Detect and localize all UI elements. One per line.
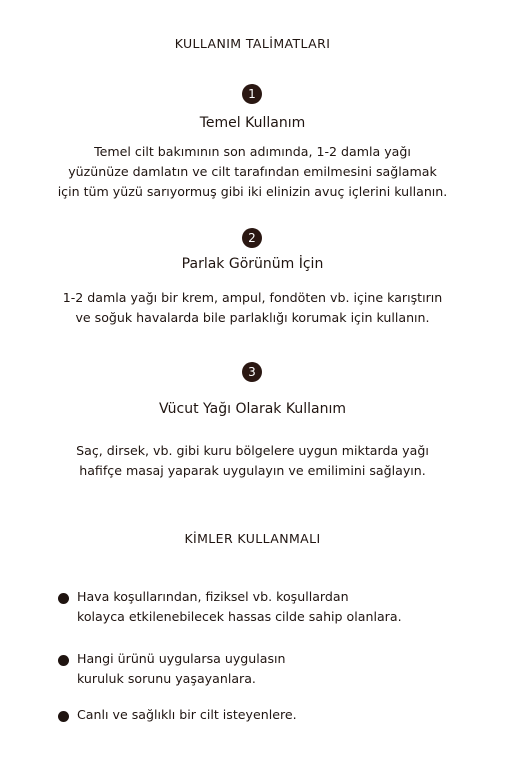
bullet-icon xyxy=(58,711,69,722)
audience-item-line: kolayca etkilenebilecek hassas cilde sahip olanlara. xyxy=(77,609,402,624)
audience-item-line: Canlı ve sağlıklı bir cilt isteyenlere. xyxy=(77,707,297,722)
step-3-line: hafifçe masaj yaparak uygulayın ve emilimini sağlayın. xyxy=(79,463,426,478)
step-1-line: yüzünüze damlatın ve cilt tarafından emilmesini sağlamak xyxy=(68,164,437,179)
step-3-description xyxy=(0,441,505,481)
step-2-number-badge: 2 xyxy=(242,228,262,248)
step-2-line: ve soğuk havalarda bile parlaklığı korumak için kullanın. xyxy=(75,310,430,325)
step-1-description xyxy=(0,142,505,202)
step-1-line: için tüm yüzü sarıyormuş gibi iki elinizin avuç içlerini kullanın. xyxy=(57,184,448,199)
audience-title: KİMLER KULLANMALI xyxy=(184,531,321,546)
audience-item-text xyxy=(77,649,286,689)
usage-instructions-title: KULLANIM TALİMATLARI xyxy=(174,36,331,51)
bullet-icon xyxy=(58,593,69,604)
audience-item-text xyxy=(77,587,402,627)
step-2-title: Parlak Görünüm İçin xyxy=(181,256,324,272)
step-3-line: Saç, dirsek, vb. gibi kuru bölgelere uygun miktarda yağı xyxy=(76,443,429,458)
step-3-title: Vücut Yağı Olarak Kullanım xyxy=(159,401,346,417)
audience-item-line: Hangi ürünü uygularsa uygulasın xyxy=(77,651,286,666)
step-1-line: Temel cilt bakımının son adımında, 1-2 damla yağı xyxy=(94,144,411,159)
step-2-line: 1-2 damla yağı bir krem, ampul, fondöten vb. içine karıştırın xyxy=(62,290,443,305)
audience-item-text xyxy=(77,705,297,725)
audience-item-line: Hava koşullarından, fiziksel vb. koşullardan xyxy=(77,589,349,604)
step-3-number-badge: 3 xyxy=(242,362,262,382)
step-1-title: Temel Kullanım xyxy=(199,115,306,131)
step-1-number-badge: 1 xyxy=(242,84,262,104)
bullet-icon xyxy=(58,655,69,666)
step-2-description xyxy=(0,288,505,328)
audience-item-line: kuruluk sorunu yaşayanlara. xyxy=(77,671,256,686)
